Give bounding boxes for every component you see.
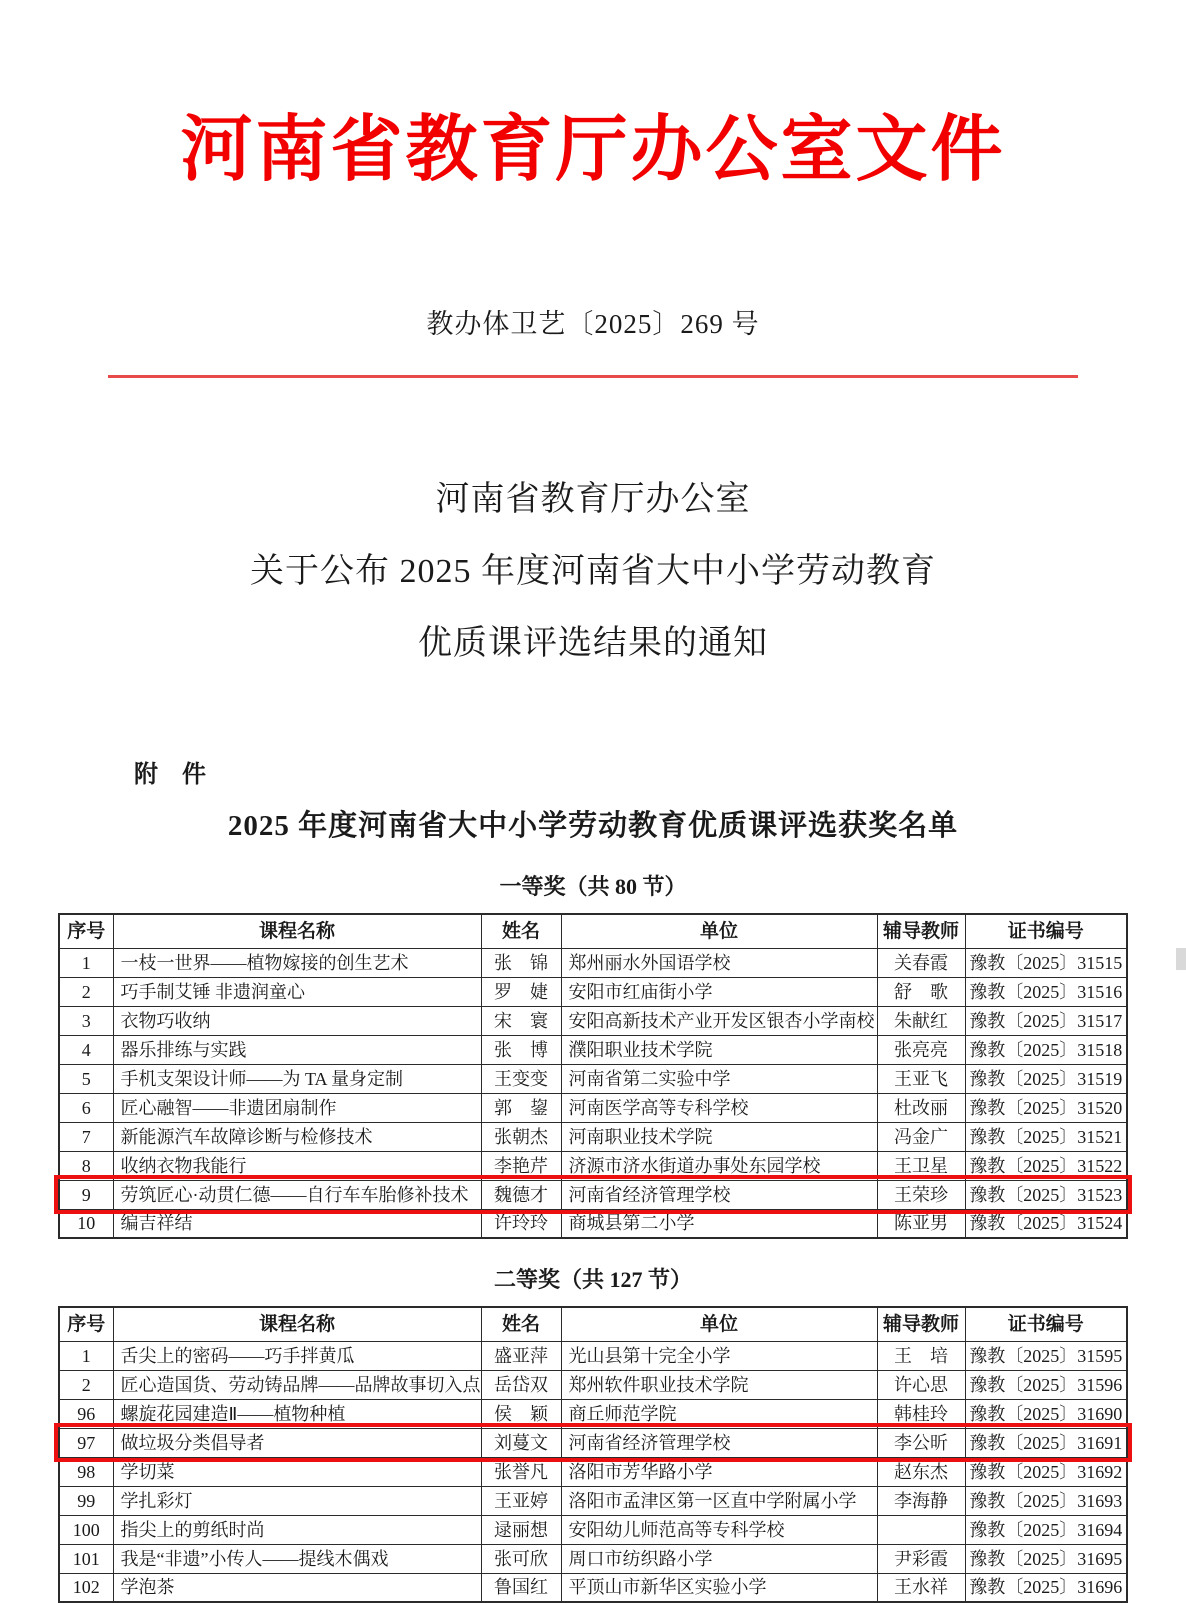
cell-person-name: 张 博 xyxy=(481,1035,561,1064)
cell-unit: 河南医学高等专科学校 xyxy=(561,1093,877,1122)
cell-advisor: 赵东杰 xyxy=(877,1457,965,1486)
red-divider-line xyxy=(108,375,1078,378)
cell-index: 5 xyxy=(59,1064,113,1093)
cell-person-name: 刘蔓文 xyxy=(481,1428,561,1457)
cell-certificate-no: 豫教〔2025〕31596 xyxy=(965,1370,1127,1399)
cell-course-name: 巧手制艾锤 非遗润童心 xyxy=(113,977,481,1006)
cell-certificate-no: 豫教〔2025〕31517 xyxy=(965,1006,1127,1035)
cell-index: 1 xyxy=(59,948,113,977)
cell-unit: 光山县第十完全小学 xyxy=(561,1341,877,1370)
table-row xyxy=(59,1064,1127,1093)
cell-certificate-no: 豫教〔2025〕31519 xyxy=(965,1064,1127,1093)
document-number: 教办体卫艺〔2025〕269 号 xyxy=(426,309,760,340)
cell-index: 98 xyxy=(59,1457,113,1486)
cell-course-name: 舌尖上的密码——巧手拌黄瓜 xyxy=(113,1341,481,1370)
cell-unit: 河南省第二实验中学 xyxy=(561,1064,877,1093)
cell-certificate-no: 豫教〔2025〕31516 xyxy=(965,977,1127,1006)
column-header: 序号 xyxy=(59,914,113,948)
cell-person-name: 李艳芹 xyxy=(481,1151,561,1180)
cell-unit: 平顶山市新华区实验小学 xyxy=(561,1573,877,1602)
column-header: 单位 xyxy=(561,914,877,948)
cell-advisor: 张亮亮 xyxy=(877,1035,965,1064)
cell-person-name: 张誉凡 xyxy=(481,1457,561,1486)
cell-certificate-no: 豫教〔2025〕31515 xyxy=(965,948,1127,977)
table-row xyxy=(59,1370,1127,1399)
cell-advisor: 许心思 xyxy=(877,1370,965,1399)
cell-course-name: 一枝一世界——植物嫁接的创生艺术 xyxy=(113,948,481,977)
notice-title-line-3: 优质课评选结果的通知 xyxy=(418,625,768,663)
cell-unit: 安阳高新技术产业开发区银杏小学南校 xyxy=(561,1006,877,1035)
second-prize-table xyxy=(58,1306,1128,1603)
cell-course-name: 匠心融智——非遗团扇制作 xyxy=(113,1093,481,1122)
cell-advisor: 韩桂玲 xyxy=(877,1399,965,1428)
cell-unit: 安阳市红庙街小学 xyxy=(561,977,877,1006)
table-row xyxy=(59,1486,1127,1515)
table-row xyxy=(59,948,1127,977)
cell-person-name: 许玲玲 xyxy=(481,1209,561,1238)
cell-certificate-no: 豫教〔2025〕31595 xyxy=(965,1341,1127,1370)
cell-person-name: 魏德才 xyxy=(481,1180,561,1209)
cell-index: 99 xyxy=(59,1486,113,1515)
cell-index: 96 xyxy=(59,1399,113,1428)
cell-course-name: 学泡茶 xyxy=(113,1573,481,1602)
cell-person-name: 张 锦 xyxy=(481,948,561,977)
cell-person-name: 张可欣 xyxy=(481,1544,561,1573)
table-row xyxy=(59,1093,1127,1122)
cell-index: 8 xyxy=(59,1151,113,1180)
cell-certificate-no: 豫教〔2025〕31690 xyxy=(965,1399,1127,1428)
table-row xyxy=(59,1006,1127,1035)
column-header: 辅导教师 xyxy=(877,914,965,948)
first-prize-table xyxy=(58,913,1128,1239)
cell-course-name: 编吉祥结 xyxy=(113,1209,481,1238)
notice-title-line-2: 关于公布 2025 年度河南省大中小学劳动教育 xyxy=(250,553,936,591)
cell-certificate-no: 豫教〔2025〕31694 xyxy=(965,1515,1127,1544)
table-header-row xyxy=(59,914,1127,948)
table-header-row xyxy=(59,1307,1127,1341)
table-row-highlighted xyxy=(59,1180,1127,1209)
column-header: 姓名 xyxy=(481,1307,561,1341)
cell-advisor: 冯金广 xyxy=(877,1122,965,1151)
cell-unit: 济源市济水街道办事处东园学校 xyxy=(561,1151,877,1180)
cell-person-name: 宋 寰 xyxy=(481,1006,561,1035)
cell-course-name: 收纳衣物我能行 xyxy=(113,1151,481,1180)
cell-unit: 郑州软件职业技术学院 xyxy=(561,1370,877,1399)
cell-advisor: 朱献红 xyxy=(877,1006,965,1035)
cell-certificate-no: 豫教〔2025〕31692 xyxy=(965,1457,1127,1486)
column-header: 单位 xyxy=(561,1307,877,1341)
cell-certificate-no: 豫教〔2025〕31522 xyxy=(965,1151,1127,1180)
cell-certificate-no: 豫教〔2025〕31695 xyxy=(965,1544,1127,1573)
cell-course-name: 手机支架设计师——为 TA 量身定制 xyxy=(113,1064,481,1093)
cell-course-name: 指尖上的剪纸时尚 xyxy=(113,1515,481,1544)
attachment-label: 附 件 xyxy=(134,762,206,789)
cell-person-name: 盛亚萍 xyxy=(481,1341,561,1370)
cell-course-name: 器乐排练与实践 xyxy=(113,1035,481,1064)
cell-certificate-no: 豫教〔2025〕31521 xyxy=(965,1122,1127,1151)
award-list-title: 2025 年度河南省大中小学劳动教育优质课评选获奖名单 xyxy=(227,810,959,843)
cell-unit: 周口市纺织路小学 xyxy=(561,1544,877,1573)
cell-index: 2 xyxy=(59,1370,113,1399)
cell-course-name: 我是“非遗”小传人——提线木偶戏 xyxy=(113,1544,481,1573)
section-title-first-prize: 一等奖（共 80 节） xyxy=(499,874,687,900)
cell-index: 2 xyxy=(59,977,113,1006)
cell-person-name: 鲁国红 xyxy=(481,1573,561,1602)
column-header: 课程名称 xyxy=(113,1307,481,1341)
cell-certificate-no: 豫教〔2025〕31691 xyxy=(965,1428,1127,1457)
table-row xyxy=(59,1515,1127,1544)
cell-person-name: 罗 婕 xyxy=(481,977,561,1006)
letterhead-title: 河南省教育厅办公室文件 xyxy=(180,110,1006,190)
cell-index: 7 xyxy=(59,1122,113,1151)
cell-unit: 商丘师范学院 xyxy=(561,1399,877,1428)
cell-course-name: 劳筑匠心·动贯仁德——自行车车胎修补技术 xyxy=(113,1180,481,1209)
cell-index: 4 xyxy=(59,1035,113,1064)
cell-advisor: 王 培 xyxy=(877,1341,965,1370)
cell-course-name: 匠心造国货、劳动铸品牌——品牌故事切入点 xyxy=(113,1370,481,1399)
cell-person-name: 逯丽想 xyxy=(481,1515,561,1544)
table-row xyxy=(59,1035,1127,1064)
cell-certificate-no: 豫教〔2025〕31696 xyxy=(965,1573,1127,1602)
cell-person-name: 王亚婷 xyxy=(481,1486,561,1515)
cell-unit: 郑州丽水外国语学校 xyxy=(561,948,877,977)
cell-index: 9 xyxy=(59,1180,113,1209)
cell-index: 1 xyxy=(59,1341,113,1370)
section-title-second-prize: 二等奖（共 127 节） xyxy=(493,1267,692,1293)
cell-person-name: 张朝杰 xyxy=(481,1122,561,1151)
cell-unit: 河南省经济管理学校 xyxy=(561,1428,877,1457)
cell-course-name: 新能源汽车故障诊断与检修技术 xyxy=(113,1122,481,1151)
cell-advisor: 王亚飞 xyxy=(877,1064,965,1093)
cell-advisor: 王荣珍 xyxy=(877,1180,965,1209)
notice-title-line-1: 河南省教育厅办公室 xyxy=(435,481,751,519)
cell-course-name: 学扎彩灯 xyxy=(113,1486,481,1515)
cell-index: 101 xyxy=(59,1544,113,1573)
cell-advisor: 杜改丽 xyxy=(877,1093,965,1122)
cell-advisor: 王卫星 xyxy=(877,1151,965,1180)
cell-certificate-no: 豫教〔2025〕31524 xyxy=(965,1209,1127,1238)
cell-course-name: 螺旋花园建造Ⅱ——植物种植 xyxy=(113,1399,481,1428)
cell-advisor xyxy=(877,1515,965,1544)
column-header: 证书编号 xyxy=(965,914,1127,948)
cell-advisor: 关春霞 xyxy=(877,948,965,977)
cell-advisor: 王水祥 xyxy=(877,1573,965,1602)
cell-advisor: 舒 歌 xyxy=(877,977,965,1006)
cell-index: 97 xyxy=(59,1428,113,1457)
cell-course-name: 做垃圾分类倡导者 xyxy=(113,1428,481,1457)
cell-certificate-no: 豫教〔2025〕31520 xyxy=(965,1093,1127,1122)
table-row xyxy=(59,1122,1127,1151)
column-header: 证书编号 xyxy=(965,1307,1127,1341)
cell-unit: 商城县第二小学 xyxy=(561,1209,877,1238)
cell-advisor: 李海静 xyxy=(877,1486,965,1515)
cell-certificate-no: 豫教〔2025〕31518 xyxy=(965,1035,1127,1064)
cell-advisor: 陈亚男 xyxy=(877,1209,965,1238)
cell-person-name: 郭 鋆 xyxy=(481,1093,561,1122)
cell-unit: 洛阳市孟津区第一区直中学附属小学 xyxy=(561,1486,877,1515)
table-row xyxy=(59,977,1127,1006)
cell-advisor: 李公昕 xyxy=(877,1428,965,1457)
cell-person-name: 侯 颖 xyxy=(481,1399,561,1428)
column-header: 姓名 xyxy=(481,914,561,948)
cell-person-name: 岳岱双 xyxy=(481,1370,561,1399)
cell-index: 6 xyxy=(59,1093,113,1122)
column-header: 课程名称 xyxy=(113,914,481,948)
cell-certificate-no: 豫教〔2025〕31693 xyxy=(965,1486,1127,1515)
cell-index: 102 xyxy=(59,1573,113,1602)
table-row xyxy=(59,1209,1127,1238)
column-header: 辅导教师 xyxy=(877,1307,965,1341)
notice-title xyxy=(0,464,1186,680)
cell-course-name: 学切菜 xyxy=(113,1457,481,1486)
cell-index: 10 xyxy=(59,1209,113,1238)
table-row xyxy=(59,1457,1127,1486)
table-row xyxy=(59,1151,1127,1180)
column-header: 序号 xyxy=(59,1307,113,1341)
scrollbar-thumb[interactable] xyxy=(1176,948,1186,970)
table-row xyxy=(59,1399,1127,1428)
cell-certificate-no: 豫教〔2025〕31523 xyxy=(965,1180,1127,1209)
cell-unit: 河南职业技术学院 xyxy=(561,1122,877,1151)
cell-course-name: 衣物巧收纳 xyxy=(113,1006,481,1035)
cell-advisor: 尹彩霞 xyxy=(877,1544,965,1573)
cell-person-name: 王变变 xyxy=(481,1064,561,1093)
cell-unit: 濮阳职业技术学院 xyxy=(561,1035,877,1064)
table-row xyxy=(59,1544,1127,1573)
table-row xyxy=(59,1341,1127,1370)
cell-index: 100 xyxy=(59,1515,113,1544)
table-row xyxy=(59,1573,1127,1602)
cell-unit: 洛阳市芳华路小学 xyxy=(561,1457,877,1486)
cell-unit: 河南省经济管理学校 xyxy=(561,1180,877,1209)
table-row-highlighted xyxy=(59,1428,1127,1457)
cell-unit: 安阳幼儿师范高等专科学校 xyxy=(561,1515,877,1544)
cell-index: 3 xyxy=(59,1006,113,1035)
